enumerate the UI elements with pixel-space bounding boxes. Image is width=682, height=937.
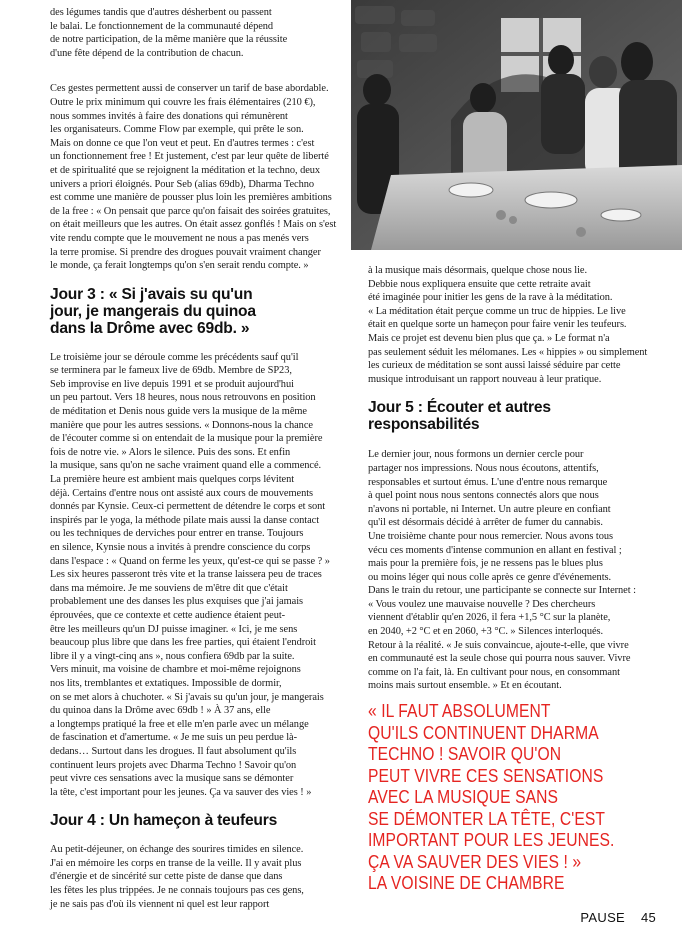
kitchen-photo	[351, 0, 682, 250]
text-line: Le troisième jour se déroule comme les précédents sauf qu'il	[50, 351, 299, 363]
text-line: de notre participation, de la même manière que la réussite	[50, 34, 288, 46]
text-line: Les six heures passeront très vite et la transe laissera peu de traces	[50, 569, 322, 581]
text-line: partager nos impressions. Nous nous écoutons, attentifs,	[368, 462, 599, 474]
page-footer	[568, 910, 656, 925]
text-line: musique introduisant un rapport nouveau à leur pratique.	[368, 373, 602, 385]
text-line: Une troisième chante pour nous remercier. Nous avons tous	[368, 530, 614, 542]
text-line: Dans le train du retour, une participante se connecte sur Internet :	[368, 585, 636, 597]
paragraph-tarif	[50, 82, 340, 272]
text-line: responsables et surtout émus. L'une d'entre nous remarque	[368, 476, 608, 488]
text-line: Outre le prix minimum qui couvre les frais élémentaires (210 €),	[50, 96, 316, 108]
text-line: nos lits, tremblantes et extatiques. Impossible de dormir,	[50, 677, 282, 689]
magazine-name: PAUSE	[580, 910, 626, 925]
text-line: le balai. Le fonctionnement de la communauté dépend	[50, 20, 274, 32]
text-line: J'ai en mémoire les corps en transe de la veille. Il y avait plus	[50, 857, 302, 869]
heading-line: jour, je mangerais du quinoa	[50, 302, 256, 320]
text-line: Seb improvise en live depuis 1991 et se produit aujourd'hui	[50, 378, 294, 390]
text-line: moins mais surtout ensemble. » Et en écoutant.	[368, 680, 562, 692]
text-line: de méditation et Denis nous guide vers la musique de la même	[50, 406, 307, 418]
text-line: d'énergie et de sincérité sur cette piste de danse que dans	[50, 871, 283, 883]
text-line: Au petit-déjeuner, on échange des sourires timides en silence.	[50, 844, 304, 856]
text-line: nous sommes invités à faire des donations qui rémunèrent	[50, 110, 288, 122]
text-line: Vers minuit, ma voisine de chambre et moi-même rejoignons	[50, 664, 301, 676]
text-line: je ne sais pas d'où ils viennent ni quel est leur rapport	[50, 898, 270, 910]
text-line: Le dernier jour, nous formons un dernier cercle pour	[368, 449, 584, 461]
page-number: 45	[640, 910, 656, 925]
text-line: fois de notre vie. » Alors le silence. Puis des sons. Et enfin	[50, 446, 291, 458]
text-line: donnés par Kynsie. Ceux-ci permettent de détendre le corps et sont	[50, 501, 326, 513]
text-line: ou les techniques de derviches pour entrer en transe. Toujours	[50, 528, 304, 540]
text-line: pas seulement séduit les mélomanes. Les « hippies » ou simplement	[368, 346, 648, 358]
pull-quote-attribution: LA VOISINE DE CHAMBRE	[368, 873, 565, 893]
text-line: inspirés par le yoga, la méthode pilate mais aussi la danse contact	[50, 514, 320, 526]
text-line: continuent leurs projets avec Dharma Techno ! Savoir qu'on	[50, 759, 297, 771]
text-line: la terre promise. Si prendre des drogues pouvait vraiment changer	[50, 246, 321, 258]
text-line: éprouvées, que ce contexte et cette audience étaient peut-	[50, 609, 286, 621]
pull-quote-line: IMPORTANT POUR LES JEUNES.	[368, 830, 615, 850]
text-line: à quel point nous nous sentons connectés alors que nous	[368, 490, 599, 502]
text-line: en silence, Kynsie nous a invités à prendre conscience du corps	[50, 542, 311, 553]
text-line: les curieux de méditation se sont aussi laissé séduire par cette	[368, 360, 621, 372]
pull-quote-line: QU'ILS CONTINUENT DHARMA	[368, 722, 599, 743]
text-line: viennent d'établir qu'en 2026, il fera +1,5 °C sur la planète,	[368, 612, 611, 624]
text-line: du quinoa dans la Drôme avec 69db ! » À 37 ans, elle	[50, 705, 271, 717]
text-line: on était meilleurs que les autres. On était assez gonflés ! Mais on s'est	[50, 219, 337, 231]
text-line: n'avons ni portable, ni Internet. Un autre pleure en confiant	[368, 503, 611, 515]
pull-quote-line: PEUT VIVRE CES SENSATIONS	[368, 765, 604, 786]
text-line: déjà. Certains d'entre nous ont assisté aux cours de mouvements	[50, 487, 314, 499]
text-line: a longtemps pratiqué la free et elle m'en parle avec un mélange	[50, 718, 309, 730]
text-line: qu'il est désormais décidé à arrêter de fumer du cannabis.	[368, 517, 603, 529]
kitchen-photo-illustration	[351, 0, 682, 250]
text-line: en communauté est la seule chose qui pourra nous sauver. Vivre	[368, 653, 631, 665]
paragraph-intro	[50, 6, 340, 60]
left-column	[50, 6, 340, 924]
heading-jour-4	[50, 812, 340, 829]
text-line: on se met alors à chuchoter. « Si j'avais su qu'un jour, je mangerais	[50, 691, 324, 703]
text-line: Debbie nous expliquera ensuite que cette retraite avait	[368, 278, 591, 290]
text-line: Ces gestes permettent aussi de conserver un tarif de base abordable.	[50, 83, 329, 95]
text-line: la tête, c'est important pour les jeunes. Ça va sauver des vies ! »	[50, 786, 312, 798]
pull-quote-line: SE DÉMONTER LA TÊTE, C'EST	[368, 808, 605, 829]
text-line: d'une fête dépend de la contribution de chacun.	[50, 47, 244, 59]
text-line: la musique, sans qu'on ne sache vraiment quand elle a commencé.	[50, 460, 322, 472]
text-line: comme on l'a fait, là. En cultivant pour nous, en consommant	[368, 666, 620, 678]
text-line: libre il y a vingt-cinq ans », nous confiera 69db par la suite.	[50, 650, 295, 662]
text-line: un peu partout. Vers 18 heures, nous nous retrouvons en position	[50, 392, 316, 404]
text-line: être les meilleurs qu'un DJ puisse imaginer. « Ici, je me sens	[50, 623, 298, 635]
heading-line: Jour 5 : Écouter et autres	[368, 399, 551, 417]
paragraph-hamecon	[368, 264, 648, 386]
heading-jour-3	[50, 286, 340, 337]
heading-line: Jour 3 : « Si j'avais su qu'un	[50, 285, 253, 303]
text-line: de l'écouter comme si on entendait de la musique pour la première	[50, 433, 323, 445]
text-line: les organisateurs. Comme Flow par exemple, qui prête le son.	[50, 124, 304, 136]
text-line: beaucoup plus libre que dans les free parties, qui étaient l'endroit	[50, 637, 316, 649]
text-line: été imaginée pour initier les gens de la rave à la méditation.	[368, 292, 613, 304]
text-line: vécu ces moments d'intense communion en allant en festival ;	[368, 544, 622, 556]
text-line: probablement une des danses les plus exquises que j'ai jamais	[50, 596, 304, 608]
pull-quote-line: AVEC LA MUSIQUE SANS	[368, 787, 559, 807]
pull-quote	[368, 701, 648, 895]
text-line: à la musique mais désormais, quelque chose nous lie.	[368, 265, 588, 276]
text-line: dedans… Surtout dans les drogues. Il faut absolument qu'ils	[50, 745, 297, 757]
text-line: dans l'espace : « Quand on ferme les yeux, qu'est-ce qui se passe ? »	[50, 555, 330, 567]
text-line: des légumes tandis que d'autres désherbent ou passent	[50, 7, 272, 18]
text-line: le monde, ça ferait longtemps qu'on s'en serait rendu compte. »	[50, 260, 309, 272]
text-line: « Vous voulez une mauvaise nouvelle ? Des chercheurs	[368, 598, 596, 610]
text-line: en 2040, +2 °C et en 2060, +3 °C. » Silences interloqués.	[368, 626, 604, 638]
text-line: dans ma mémoire. Je me souviens de m'être dit que c'était	[50, 582, 288, 594]
paragraph-jour-3	[50, 351, 340, 800]
text-line: univers a priori éloignés. Pour Seb (alias 69db), Dharma Techno	[50, 178, 315, 190]
text-line: se terminera par le fameux live de 69db. Membre de SP23,	[50, 365, 292, 377]
paragraph-jour-4	[50, 843, 340, 911]
paragraph-jour-5	[368, 448, 640, 693]
text-line: peut vivre ces sensations avec la musique sans se démonter	[50, 773, 294, 785]
text-line: un fonctionnement free ! Et justement, c'est par leur quête de liberté	[50, 151, 329, 163]
text-line: Mais on donne ce que l'on veut et peut. En d'autres termes : c'est	[50, 137, 315, 149]
text-line: mais pour la première fois, je ne ressens pas le blues plus	[368, 558, 603, 570]
text-line: est comme une manière de pousser plus loin les premières ambitions	[50, 192, 332, 204]
heading-line: Jour 4 : Un hameçon à teufeurs	[50, 812, 278, 830]
pull-quote-line: « IL FAUT ABSOLUMENT	[368, 701, 551, 721]
text-line: manière que pour les autres sessions. « Donnons-nous la chance	[50, 419, 313, 431]
text-line: était en quelque sorte un hameçon pour faire venir les teufeurs.	[368, 319, 627, 331]
heading-jour-5	[368, 399, 640, 433]
text-line: « La méditation était perçue comme un truc de hippies. Le live	[368, 305, 626, 317]
text-line: La première heure est ambient mais quelques corps lévitent	[50, 474, 295, 486]
pull-quote-line: ÇA VA SAUVER DES VIES ! »	[368, 851, 582, 872]
heading-line: responsabilités	[368, 416, 480, 434]
text-line: de la free : « On pensait que parce qu'on faisait des soirées gratuites,	[50, 205, 331, 217]
text-line: Mais ce projet est devenu bien plus que ça. » Le format n'a	[368, 332, 610, 344]
text-line: les fêtes les plus trippées. Je ne connais toujours pas ces gens,	[50, 885, 304, 897]
text-line: et de spiritualité que se rejoignent la méditation et la techno, deux	[50, 164, 321, 176]
text-line: ou moins léger qui nous colle après ce genre d'événements.	[368, 571, 612, 583]
text-line: Retour à la réalité. « Je suis convaincue, ajoute-t-elle, que vivre	[368, 639, 629, 651]
pull-quote-line: TECHNO ! SAVOIR QU'ON	[368, 744, 562, 764]
text-line: de fascination et d'amertume. « Je me suis un peu perdue là-	[50, 732, 298, 744]
text-line: vite rendu compte que le mouvement ne nous a pas menés vers	[50, 232, 309, 244]
heading-line: dans la Drôme avec 69db. »	[50, 319, 250, 337]
right-column	[368, 264, 648, 706]
